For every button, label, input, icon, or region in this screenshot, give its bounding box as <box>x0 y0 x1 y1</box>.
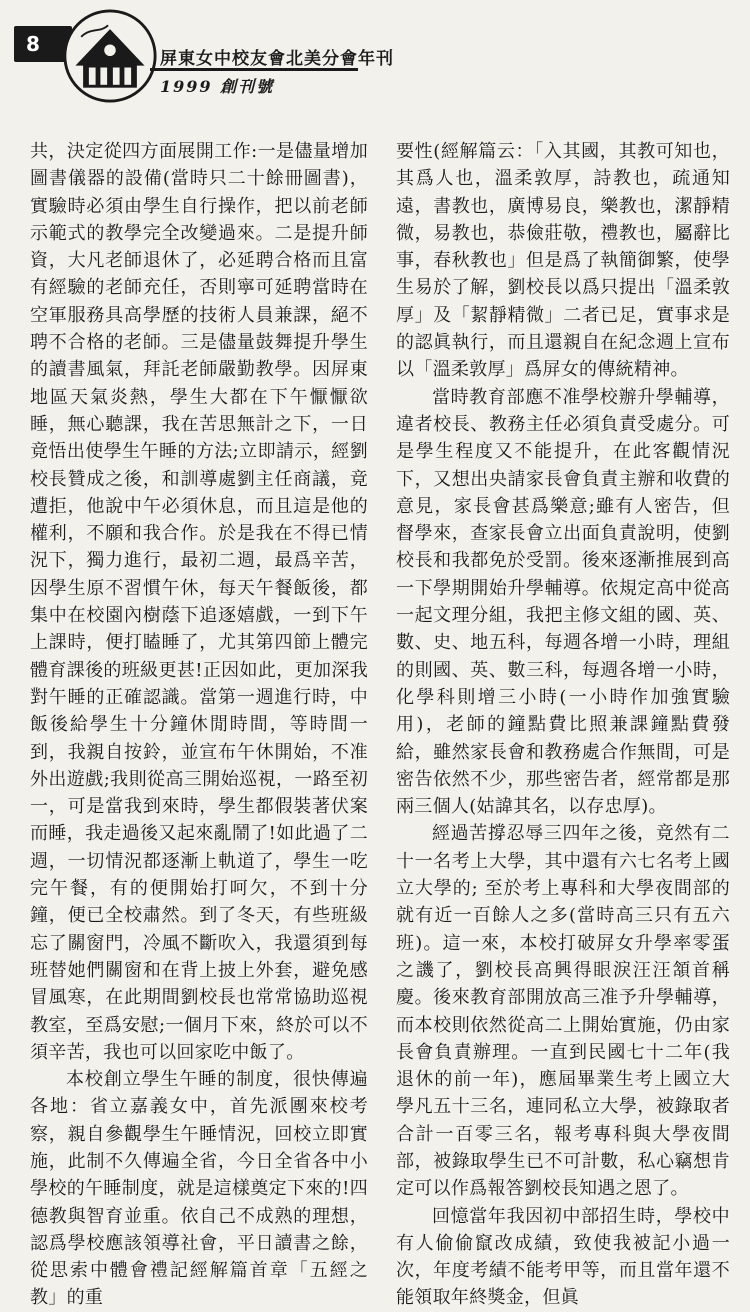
page-header <box>0 0 750 115</box>
paragraph: 回憶當年我因初中部招生時，學校中有人偷偷竄改成績，致使我被記小過一次，年度考績不能考甲等，而且當年還不能領取年終獎金，但眞 <box>396 1205 730 1309</box>
paragraph: 共，決定從四方面展開工作:一是儘量增加圖書儀器的設備(當時只二十餘冊圖書)，實驗時必須由學生自行操作，把以前老師示範式的教學完全改變過來。二是提升師資，大凡老師退休了，必延聘合格而且富有經驗的老師充任，否則寧可延聘當時在空軍服務具高學歷的技術人員兼課，絕不聘不合格的老師。三是儘量鼓舞提升學生的讀書風氣，拜託老師嚴勤教學。因屏東地區天氣炎熱，學生大都在下午懨懨欲睡，無心聽課，我在苦思無計之下，一日竟悟出使學生午睡的方法;立即請示，經劉校長贊成之後，和訓導處劉主任商議，竟遭拒，他說中午必須休息，而且這是他的權利，不願和我合作。於是我在不得已情況下，獨力進行，最初二週，最爲辛苦，因學生原不習慣午休，每天午餐飯後，都集中在校園內樹蔭下追逐嬉戲，一到下午上課時，便打瞌睡了，尤其第四節上體完體育課後的班級更甚!正因如此，更加深我對午睡的正確認識。當第一週進行時，中飯後給學生十分鐘休閒時間，等時間一到，我親自按鈴，並宣布午休開始，不准外出遊戲;我則從高三開始巡視，一路至初一，可是當我到來時，學生都假裝著伏案而睡，我走過後又起來亂鬧了!如此過了二週，一切情況都逐漸上軌道了，學生一吃完午餐，有的便開始打呵欠，不到十分鐘，便已全校肅然。到了冬天，有些班級忘了關窗門，冷風不斷吹入，我還須到每班替她們關窗和在背上披上外套，避免感冒風寒，在此期間劉校長也常常協助巡視教室，至爲安慰;一個月下來，終於可以不須辛苦，我也可以回家吃中飯了。 <box>30 141 368 1063</box>
right-column <box>396 138 730 1312</box>
paragraph: 當時教育部應不准學校辦升學輔導，違者校長、教務主任必須負責受處分。可是學生程度又不能提升，在此客觀情況下，又想出央請家長會負責主辦和收費的意見，家長會甚爲樂意;雖有人密告，但督學來，查家長會立出面負責說明，使劉校長和我都免於受罰。後來逐漸推展到高一下學期開始升學輔導。依規定高中從高一起文理分組，我把主修文組的國、英、數、史、地五科，每週各增一小時，理組的則國、英、數三科，每週各增一小時，化學科則增三小時(一小時作加強實驗用)，老師的鐘點費比照兼課鐘點費發給，雖然家長會和教務處合作無間，可是密告依然不少，那些密告者，經常都是那兩三個人(姑諱其名，以存忠厚)。 <box>396 386 730 818</box>
left-column <box>30 138 368 1312</box>
paragraph: 本校創立學生午睡的制度，很快傳遍各地：省立嘉義女中，首先派團來校考察，親自參觀學生午睡情況，回校立即實施，此制不久傳遍全省，今日全省各中小學校的午睡制度，就是這樣奠定下來的!四德教與智育並重。依自己不成熟的理想，認爲學校應該領導社會，平日讀書之餘，從思索中體會禮記經解篇首章「五經之教」的重 <box>30 1069 368 1309</box>
school-building-logo-icon <box>62 8 158 104</box>
publication-title: 屏東女中校友會北美分會年刊 <box>160 49 394 69</box>
paragraph: 要性(經解篇云：「入其國，其教可知也，其爲人也，溫柔敦厚，詩教也，疏通知遠，書教也，廣博易良，樂教也，潔靜精微，易教也，恭儉莊敬，禮教也，屬辭比事，春秋教也」但是爲了執簡御繁，使學生易於了解，劉校長以爲只提出「溫柔敦厚」及「絜靜精微」二者已足，實事求是的認眞執行，而且還親自在紀念週上宣布以「溫柔敦厚」爲屏女的傳統精神。 <box>396 141 730 381</box>
page-number: 8 <box>14 26 72 62</box>
publication-subtitle: 1999 創刊號 <box>160 77 275 96</box>
paragraph: 經過苦撐忍辱三四年之後，竟然有二十一名考上大學，其中還有六七名考上國立大學的; 至於考上專科和大學夜間部的就有近一百餘人之多(當時高三只有五六班)。這一來，本校打破屏女升學率零蛋之譏了，劉校長高興得眼淚汪汪頷首稱慶。後來教育部開放高三准予升學輔導，而本校則依然從高二上開始實施，仍由家長會負責辦理。一直到民國七十二年(我退休的前一年)，應屆畢業生考上國立大學凡五十三名，連同私立大學，被錄取者合計一百零三名，報考專科與大學夜間部，被錄取學生已不可計數，私心竊想肯定可以作爲報答劉校長知遇之恩了。 <box>396 823 730 1200</box>
